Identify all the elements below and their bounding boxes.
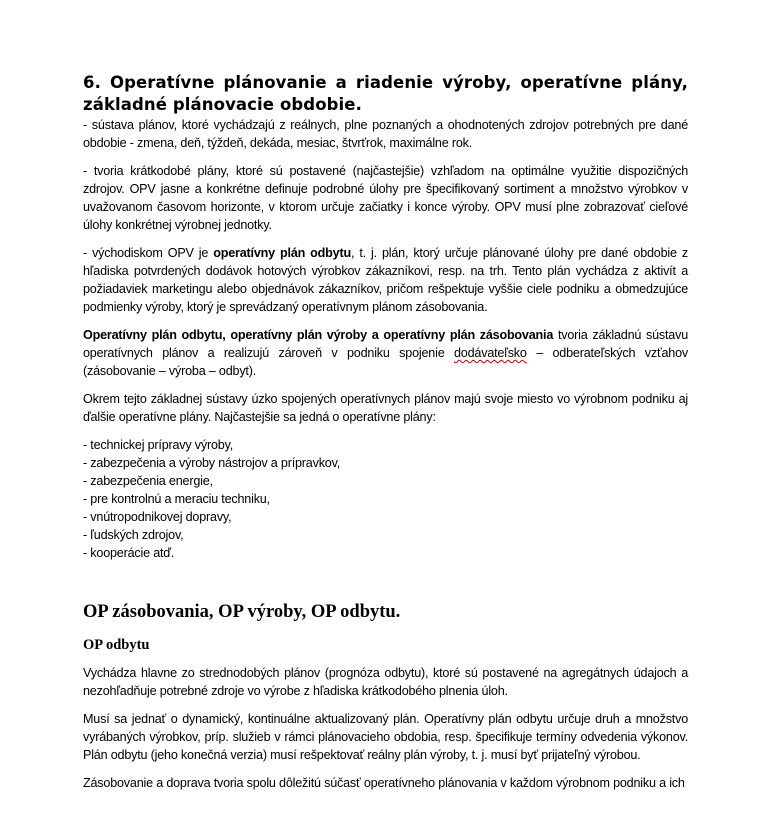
- list-item: - pre kontrolnú a meraciu techniku,: [83, 492, 270, 506]
- text-run: – odberateľských vzťahov (zásobovanie – výroba – odbyt).: [83, 346, 688, 378]
- paragraph-other-plans: Okrem tejto základnej sústavy úzko spojených operatívnych plánov majú svoje miesto vo výrobnom podniku aj ďalšie operatívne plány. Najčastejšie sa jedná o operatívne plány:: [83, 392, 688, 424]
- subsection-heading: OP zásobovania, OP výroby, OP odbytu.: [83, 602, 401, 622]
- list-item: - kooperácie atď.: [83, 546, 175, 560]
- text-run: tvoria základnú sústavu operatívnych plánov a realizujú zároveň v podniku spojenie: [83, 328, 688, 360]
- paragraph-plan-system: - sústava plánov, ktoré vychádzajú z reálnych, plne poznaných a ohodnotených zdrojov potrebných pre dané obdobie - zmena, deň, týždeň, dekáda, mesiac, štvrťrok, maximálne rok.: [83, 118, 688, 150]
- paragraph-short-term-plans: - tvoria krátkodobé plány, ktoré sú postavené (najčastejšie) vzhľadom na optimálne využitie dispozičných zdrojov. OPV jasne a konkrétne definuje podrobné úlohy pre špecifikovaný sortiment a množstvo výrobkov v uvažovanom časovom horizonte, v ktorom určuje začiatky i konce výroby. OPV musí plne zobrazovať cieľové úlohy konkrétnej výrobnej jednotky.: [83, 164, 688, 232]
- paragraph-sales-dynamic: Musí sa jednať o dynamický, kontinuálne aktualizovaný plán. Operatívny plán odbytu určuje druh a množstvo vyrábaných výrobkov, príp. služieb v rámci plánovacieho obdobia, resp. špecifikuje termíny odvedenia výkonov. Plán odbytu (jeho konečná verzia) musí rešpektovať reálny plán výroby, t. j. musí byť prijateľný výrobou.: [83, 712, 688, 762]
- paragraph-plan-system-core: [83, 326, 688, 380]
- bold-term: Operatívny plán odbytu, operatívny plán výroby a operatívny plán zásobovania: [83, 328, 554, 342]
- list-item: - zabezpečenia energie,: [83, 474, 213, 488]
- document-page: [83, 72, 688, 802]
- paragraph-sales-origin: Vychádza hlavne zo strednodobých plánov (prognóza odbytu), ktoré sú postavené na agregátnych údajoch a nezohľadňuje potrebné zdroje vo výrobe z hľadiska krátkodobého plnenia úloh.: [83, 666, 688, 698]
- section-heading: 6. Operatívne plánovanie a riadenie výroby, operatívne plány, základné plánovacie obdobie.: [83, 73, 688, 114]
- list-item: - vnútropodnikovej dopravy,: [83, 510, 232, 524]
- list-item: - technickej prípravy výroby,: [83, 438, 234, 452]
- list-item: - zabezpečenia a výroby nástrojov a prípravkov,: [83, 456, 341, 470]
- paragraph-cut-off: Zásobovanie a doprava tvoria spolu dôležitú súčasť operatívneho plánovania v každom výrobnom podniku a ich: [83, 776, 685, 790]
- text-run: - východiskom OPV je: [83, 246, 214, 260]
- list-item: - ľudských zdrojov,: [83, 528, 184, 542]
- paragraph-sales-plan-basis: [83, 244, 688, 316]
- spellcheck-marked-word[interactable]: dodávateľsko: [454, 346, 527, 360]
- text-run: , t. j. plán, ktorý určuje plánované úlohy pre dané obdobie z hľadiska potvrdených dodávok hotových výrobkov zákazníkovi, resp. na trh. Tento plán vychádza z aktivít a požiadaviek marketingu alebo objednávok zákazníkov, pričom rešpektuje vyššie ciele podniku a obmedzujúce podmienky výroby, ktorý je sprevádzaný operatívnym plánom zásobovania.: [83, 246, 688, 314]
- other-plans-list: [83, 436, 688, 562]
- bold-term: operatívny plán odbytu: [213, 246, 351, 260]
- subsubsection-heading: OP odbytu: [83, 637, 150, 653]
